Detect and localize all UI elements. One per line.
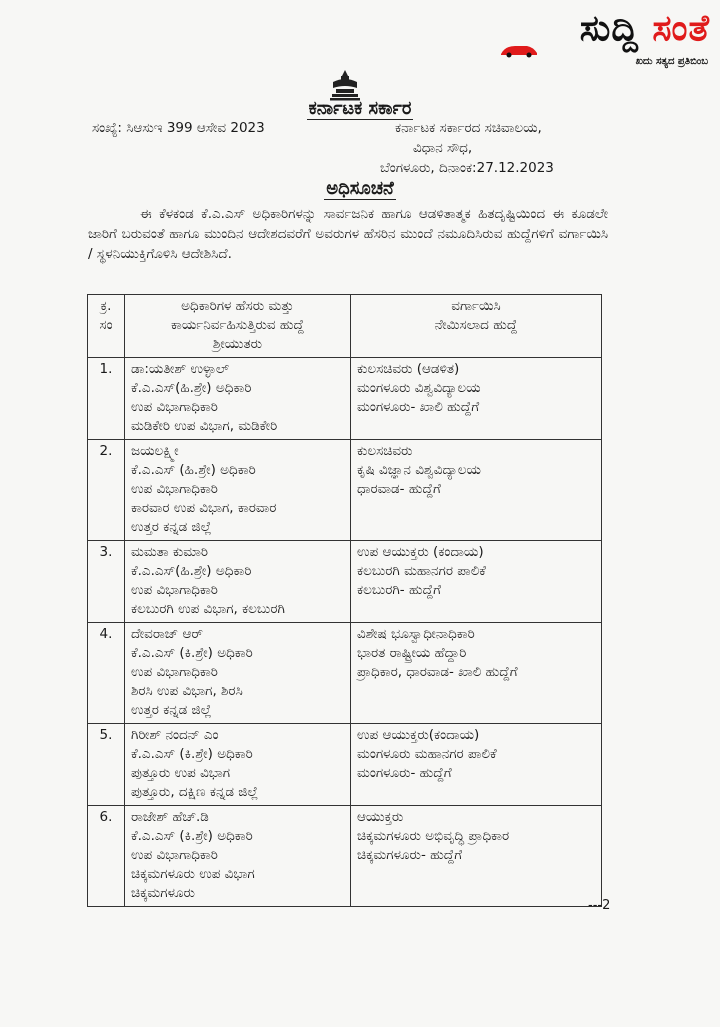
state-emblem-icon <box>327 68 363 102</box>
serial-number-cell: 5. <box>88 724 125 806</box>
officer-cell <box>125 724 351 806</box>
officer-cell <box>125 358 351 440</box>
table-row <box>88 623 602 724</box>
officer-line: ಪುತ್ತೂರು ಉಪ ವಿಭಾಗ <box>131 765 231 781</box>
posting-line: ಕುಲಸಚಿವರು <box>357 443 413 459</box>
officer-line: ಶಿರಸಿ ಉಪ ವಿಭಾಗ, ಶಿರಸಿ <box>131 683 243 699</box>
posting-cell <box>351 806 602 907</box>
officer-line: ಉತ್ತರ ಕನ್ನಡ ಜಿಲ್ಲೆ <box>131 702 212 718</box>
notification-title <box>0 178 720 199</box>
government-title <box>0 98 720 119</box>
posting-line: ಮಂಗಳೂರು ಮಹಾನಗರ ಪಾಲಿಕೆ <box>357 746 497 762</box>
brand-tagline: ಖದು ಸತ್ಯದ ಪ್ರತಿಬಿಂಬ <box>635 56 708 67</box>
posting-cell <box>351 440 602 541</box>
header-serial-line: ಕ್ರ. <box>100 298 112 314</box>
posting-line: ಧಾರವಾಡ- ಹುದ್ದೆಗೆ <box>357 481 441 497</box>
officer-line: ಕೆ.ಎ.ಎಸ್ (ಕಿ.ಶ್ರೇ) ಅಧಿಕಾರಿ <box>131 746 253 762</box>
officer-line: ರಾಜೇಶ್ ಹೆಚ್.ಡಿ <box>131 809 209 825</box>
posting-line: ವಿಶೇಷ ಭೂಸ್ವಾಧೀನಾಧಿಕಾರಿ <box>357 626 475 642</box>
header-name-line: ಅಧಿಕಾರಿಗಳ ಹೆಸರು ಮತ್ತು <box>181 298 294 314</box>
officer-line: ಕೆ.ಎ.ಎಸ್ (ಕಿ.ಶ್ರೇ) ಅಧಿಕಾರಿ <box>131 645 253 661</box>
address-line-2: ವಿಧಾನ ಸೌಧ, <box>413 140 473 156</box>
transfer-table <box>87 294 602 907</box>
officer-line: ಚಿಕ್ಕಮಗಳೂರು ಉಪ ವಿಭಾಗ <box>131 866 255 882</box>
officer-line: ಉಪ ವಿಭಾಗಾಧಿಕಾರಿ <box>131 847 218 863</box>
officer-line: ಮಮತಾ ಕುಮಾರಿ <box>131 544 208 560</box>
posting-line: ಉಪ ಆಯುಕ್ತರು (ಕಂದಾಯ) <box>357 544 484 560</box>
officer-line: ಉಪ ವಿಭಾಗಾಧಿಕಾರಿ <box>131 582 218 598</box>
officer-line: ಉಪ ವಿಭಾಗಾಧಿಕಾರಿ <box>131 399 218 415</box>
posting-cell <box>351 623 602 724</box>
posting-line: ಕಲಬುರಗಿ- ಹುದ್ದೆಗೆ <box>357 582 441 598</box>
officer-line: ಗಿರೀಶ್ ನಂದನ್ ಎಂ <box>131 727 219 743</box>
officer-line: ಕೆ.ಎ.ಎಸ್ (ಕಿ.ಶ್ರೇ) ಅಧಿಕಾರಿ <box>131 828 253 844</box>
reference-number: ಸಂಖ್ಯೆ: ಸಿಆಸುಇ 399 ಆಸೇವ 2023 <box>92 120 265 136</box>
serial-number-cell: 1. <box>88 358 125 440</box>
posting-line: ಮಂಗಳೂರು- ಖಾಲಿ ಹುದ್ದೆಗೆ <box>357 399 480 415</box>
posting-line: ಕೃಷಿ ವಿಜ್ಞಾನ ವಿಶ್ವವಿದ್ಯಾಲಯ <box>357 462 481 478</box>
posting-line: ಕುಲಸಚಿವರು (ಆಡಳಿತ) <box>357 361 460 377</box>
posting-cell <box>351 358 602 440</box>
car-icon <box>499 42 539 58</box>
brand-title <box>580 6 710 52</box>
table-row <box>88 724 602 806</box>
serial-number-cell: 3. <box>88 541 125 623</box>
table-header-row <box>88 295 602 358</box>
officer-cell <box>125 440 351 541</box>
posting-line: ಭಾರತ ರಾಷ್ಟ್ರೀಯ ಹೆದ್ದಾರಿ <box>357 645 467 661</box>
posting-cell <box>351 541 602 623</box>
posting-cell <box>351 724 602 806</box>
officer-line: ಜಯಲಕ್ಷ್ಮೀ <box>131 443 179 459</box>
officer-line: ಕಲಬುರಗಿ ಉಪ ವಿಭಾಗ, ಕಲಬುರಗಿ <box>131 601 285 617</box>
posting-line: ಮಂಗಳೂರು ವಿಶ್ವವಿದ್ಯಾಲಯ <box>357 380 481 396</box>
header-posting <box>351 295 602 358</box>
officer-line: ಡಾ:ಯತೀಶ್ ಉಳ್ಳಾಲ್ <box>131 361 230 377</box>
officer-cell <box>125 541 351 623</box>
posting-line: ಚಿಕ್ಕಮಗಳೂರು ಅಭಿವೃದ್ಧಿ ಪ್ರಾಧಿಕಾರ <box>357 828 510 844</box>
header-post-line: ನೇಮಿಸಲಾದ ಹುದ್ದೆ <box>434 317 518 333</box>
serial-number-cell: 4. <box>88 623 125 724</box>
table-body <box>88 358 602 907</box>
page-continuation-marker: ---2 <box>588 898 611 913</box>
posting-line: ಪ್ರಾಧಿಕಾರ, ಧಾರವಾಡ- ಖಾಲಿ ಹುದ್ದೆಗೆ <box>357 664 518 680</box>
officer-line: ದೇವರಾಜ್ ಆರ್ <box>131 626 203 642</box>
officer-line: ಕೆ.ಎ.ಎಸ್(ಹಿ.ಶ್ರೇ) ಅಧಿಕಾರಿ <box>131 380 252 396</box>
officer-line: ಕೆ.ಎ.ಎಸ್ (ಹಿ.ಶ್ರೇ) ಅಧಿಕಾರಿ <box>131 462 256 478</box>
posting-line: ಕಲಬುರಗಿ ಮಹಾನಗರ ಪಾಲಿಕೆ <box>357 563 486 579</box>
officer-line: ಚಿಕ್ಕಮಗಳೂರು <box>131 885 195 901</box>
header-serial-no <box>88 295 125 358</box>
officer-line: ಮಡಿಕೇರಿ ಉಪ ವಿಭಾಗ, ಮಡಿಕೇರಿ <box>131 418 278 434</box>
officer-cell <box>125 806 351 907</box>
header-name-line: ಕಾರ್ಯನಿರ್ವಹಿಸುತ್ತಿರುವ ಹುದ್ದೆ <box>170 317 305 333</box>
table-row <box>88 806 602 907</box>
header-officer-name <box>125 295 351 358</box>
brand-word-2: ಸಂತೆ <box>652 8 710 49</box>
officer-line: ಉತ್ತರ ಕನ್ನಡ ಜಿಲ್ಲೆ <box>131 519 212 535</box>
brand-logo <box>497 6 712 76</box>
brand-word-1: ಸುದ್ದಿ <box>579 8 639 49</box>
address-date-line: ಬೆಂಗಳೂರು, ದಿನಾಂಕ:27.12.2023 <box>380 160 554 176</box>
serial-number-cell: 6. <box>88 806 125 907</box>
address-line-1: ಕರ್ನಾಟಕ ಸರ್ಕಾರದ ಸಚಿವಾಲಯ, <box>395 120 542 136</box>
serial-number-cell: 2. <box>88 440 125 541</box>
officer-cell <box>125 623 351 724</box>
table-row <box>88 440 602 541</box>
table-row <box>88 541 602 623</box>
table-row <box>88 358 602 440</box>
header-serial-line: ಸಂ <box>99 317 113 333</box>
officer-line: ಪುತ್ತೂರು, ದಕ್ಷಿಣ ಕನ್ನಡ ಜಿಲ್ಲೆ <box>131 784 259 800</box>
posting-line: ಮಂಗಳೂರು- ಹುದ್ದೆಗೆ <box>357 765 452 781</box>
officer-line: ಕೆ.ಎ.ಎಸ್(ಹಿ.ಶ್ರೇ) ಅಧಿಕಾರಿ <box>131 563 252 579</box>
posting-line: ಉಪ ಆಯುಕ್ತರು(ಕಂದಾಯ) <box>357 727 480 743</box>
officer-line: ಉಪ ವಿಭಾಗಾಧಿಕಾರಿ <box>131 664 218 680</box>
header-name-line: ಶ್ರೀಯುತರು <box>212 336 263 352</box>
posting-line: ಆಯುಕ್ತರು <box>357 809 404 825</box>
notification-title-text: ಅಧಿಸೂಚನೆ <box>326 178 394 199</box>
officer-line: ಉಪ ವಿಭಾಗಾಧಿಕಾರಿ <box>131 481 218 497</box>
header-post-line: ವರ್ಗಾಯಿಸಿ <box>451 298 501 314</box>
posting-line: ಚಿಕ್ಕಮಗಳೂರು- ಹುದ್ದೆಗೆ <box>357 847 463 863</box>
government-title-text: ಕರ್ನಾಟಕ ಸರ್ಕಾರ <box>308 98 412 119</box>
notification-body: ಈ ಕೆಳಕಂಡ ಕೆ.ಎ.ಎಸ್ ಅಧಿಕಾರಿಗಳನ್ನು ಸಾರ್ವಜನಿಕ ಹಾಗೂ ಆಡಳಿತಾತ್ಮಕ ಹಿತದೃಷ್ಟಿಯಿಂದ ಈ ಕೂಡಲೇ ಜಾರಿಗೆ ಬರುವಂತೆ ಹಾಗೂ ಮುಂದಿನ ಆದೇಶದವರೆಗೆ ಅವರುಗಳ ಹೆಸರಿನ ಮುಂದೆ ನಮೂದಿಸಿರುವ ಹುದ್ದೆಗಳಿಗೆ ವರ್ಗಾಯಿಸಿ / ಸ್ಥಳನಿಯುಕ್ತಿಗೊಳಿಸಿ ಆದೇಶಿಸಿದೆ. <box>88 206 608 262</box>
officer-line: ಕಾರವಾರ ಉಪ ವಿಭಾಗ, ಕಾರವಾರ <box>131 500 277 516</box>
